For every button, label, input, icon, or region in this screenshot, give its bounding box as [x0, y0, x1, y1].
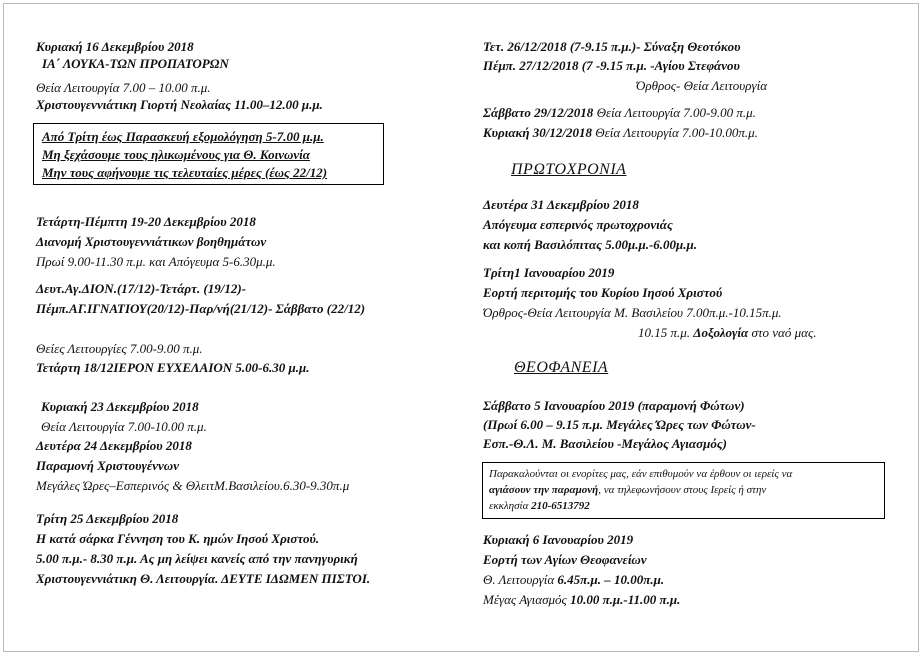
r2-line1: [483, 104, 756, 121]
s1-title: ΙΑ΄ ΛΟΥΚΑ-ΤΩΝ ΠΡΟΠΑΤΟΡΩΝ: [42, 56, 229, 71]
r1-line1: Τετ. 26/12/2018 (7-9.15 π.μ.)- Σύναξη Θεοτόκου: [483, 39, 741, 54]
s5-line2: 5.00 π.μ.- 8.30 π.μ. Ας μη λείψει κανείς από την πανηγυρική: [36, 551, 358, 566]
r2-date1: Σάββατο 29/12/2018: [483, 105, 594, 120]
r4-title: Εορτή περιτομής του Κυρίου Ιησού Χριστού: [483, 285, 723, 300]
r3-date: Δευτέρα 31 Δεκεμβρίου 2018: [483, 197, 639, 212]
box2-line2: [489, 483, 766, 498]
s5-line1: Η κατά σάρκα Γέννηση του Κ. ημών Ιησού Χριστού.: [36, 531, 320, 546]
r4-time: 10.15 π.μ.: [638, 325, 694, 340]
s2-time: Πρωί 9.00-11.30 π.μ. και Απόγευμα 5-6.30μ.μ.: [36, 254, 276, 269]
box2-church-label: εκκλησία: [489, 500, 532, 512]
s3-line4: Τετάρτη 18/12ΙΕΡΟΝ ΕΥΧΕΛΑΙΟΝ 5.00-6.30 μ.μ.: [36, 360, 310, 375]
heading-new-year: ΠΡΩΤΟΧΡΟΝΙΑ: [511, 161, 627, 178]
s1-youth-celebration: Χριστουγεννιάτικη Γιορτή Νεολαίας 11.00–12.00 μ.μ.: [36, 97, 323, 112]
s2-date: Τετάρτη-Πέμπτη 19-20 Δεκεμβρίου 2018: [36, 214, 256, 229]
s4-title: Παραμονή Χριστουγέννων: [36, 458, 179, 473]
box1-line3: Μην τους αφήνουμε τις τελευταίες μέρες (έως 22/12): [42, 165, 328, 180]
r4-place: στο ναό μας.: [748, 325, 817, 340]
r2-date2: Κυριακή 30/12/2018: [483, 125, 593, 140]
box1-line2: Μη ξεχάσουμε τους ηλικωμένους για Θ. Κοινωνία: [42, 147, 310, 162]
r6-date: Κυριακή 6 Ιανουαρίου 2019: [483, 532, 634, 547]
s3-line2: Πέμπ.ΑΓ.ΙΓΝΑΤΙΟΥ(20/12)-Παρ/νή(21/12)- Σάββατο (22/12): [36, 301, 366, 316]
r6-blessing-label: Μέγας Αγιασμός: [483, 592, 571, 607]
r5-line2: Εσπ.-Θ.Λ. Μ. Βασιλείου -Μεγάλος Αγιασμός): [483, 436, 727, 451]
r2-service2: Θεία Λειτουργία 7.00-10.00π.μ.: [592, 125, 758, 140]
box2-line1: Παρακαλούνται οι ενορίτες μας, εάν επιθυμούν να έρθουν οι ιερείς να: [489, 468, 793, 480]
confession-notice-box: [33, 123, 384, 185]
r1-line2: Πέμπ. 27/12/2018 (7 -9.15 π.μ. -Αγίου Στεφάνου: [483, 58, 740, 73]
s5-date: Τρίτη 25 Δεκεμβρίου 2018: [36, 511, 179, 526]
r1-line3: Όρθρος- Θεία Λειτουργία: [636, 78, 768, 93]
r6-line2: [483, 591, 680, 608]
s2-title: Διανομή Χριστουγεννιάτικων βοηθημάτων: [36, 234, 267, 249]
s4-hours: Μεγάλες Ώρες–Εσπερινός & ΘλειτΜ.Βασιλείου.6.30-9.30π.μ: [36, 478, 350, 493]
box2-call-text: , να τηλεφωνήσουν στους Ιερείς ή στην: [598, 484, 767, 496]
r6-liturgy-time: 6.45π.μ. – 10.00π.μ.: [557, 572, 665, 587]
r3-line2: και κοπή Βασιλόπιτας 5.00μ.μ.-6.00μ.μ.: [483, 237, 697, 252]
r6-liturgy-label: Θ. Λειτουργία: [483, 572, 558, 587]
r4-line2: [638, 324, 817, 341]
r3-line1: Απόγευμα εσπερινός πρωτοχρονιάς: [483, 217, 673, 232]
r4-doxology: Δοξολογία: [693, 325, 749, 340]
r6-blessing-time: 10.00 π.μ.-11.00 π.μ.: [570, 592, 681, 607]
s1-liturgy: Θεία Λειτουργία 7.00 – 10.00 π.μ.: [36, 80, 211, 95]
box1-line1: Από Τρίτη έως Παρασκευή εξομολόγηση 5-7.00 μ.μ.: [42, 129, 324, 144]
blessing-notice-box: [482, 462, 885, 519]
s3-line1: Δευτ.Αγ.ΔΙΟΝ.(17/12)-Τετάρτ. (19/12)-: [36, 281, 246, 296]
r2-service1: Θεία Λειτουργία 7.00-9.00 π.μ.: [593, 105, 756, 120]
r4-line1: Όρθρος-Θεία Λειτουργία Μ. Βασιλείου 7.00π.μ.-10.15π.μ.: [483, 305, 782, 320]
r4-date: Τρίτη1 Ιανουαρίου 2019: [483, 265, 615, 280]
r5-line1: (Πρωί 6.00 – 9.15 π.μ. Μεγάλες Ώρες των Φώτων-: [483, 417, 756, 432]
r6-line1: [483, 571, 664, 588]
s5-line3: Χριστουγεννιάτικη Θ. Λειτουργία. ΔΕΥΤΕ ΙΔΩΜΕΝ ΠΙΣΤΟΙ.: [36, 571, 371, 586]
s4-liturgy: Θεία Λειτουργία 7.00-10.00 π.μ.: [41, 419, 207, 434]
box2-line3: [489, 499, 590, 514]
r2-line2: [483, 124, 758, 141]
r5-date: Σάββατο 5 Ιανουαρίου 2019 (παραμονή Φώτων): [483, 398, 745, 413]
heading-epiphany: ΘΕΟΦΑΝΕΙΑ: [514, 359, 609, 376]
s4-date2: Δευτέρα 24 Δεκεμβρίου 2018: [36, 438, 192, 453]
s4-date: Κυριακή 23 Δεκεμβρίου 2018: [41, 399, 199, 414]
box2-phone: 210-6513792: [531, 500, 590, 512]
r6-title: Εορτή των Αγίων Θεοφανείων: [483, 552, 647, 567]
s3-line3: Θείες Λειτουργίες 7.00-9.00 π.μ.: [36, 341, 203, 356]
s1-date: Κυριακή 16 Δεκεμβρίου 2018: [36, 39, 194, 54]
box2-blessing-phrase: αγιάσουν την παραμονή: [489, 484, 599, 496]
